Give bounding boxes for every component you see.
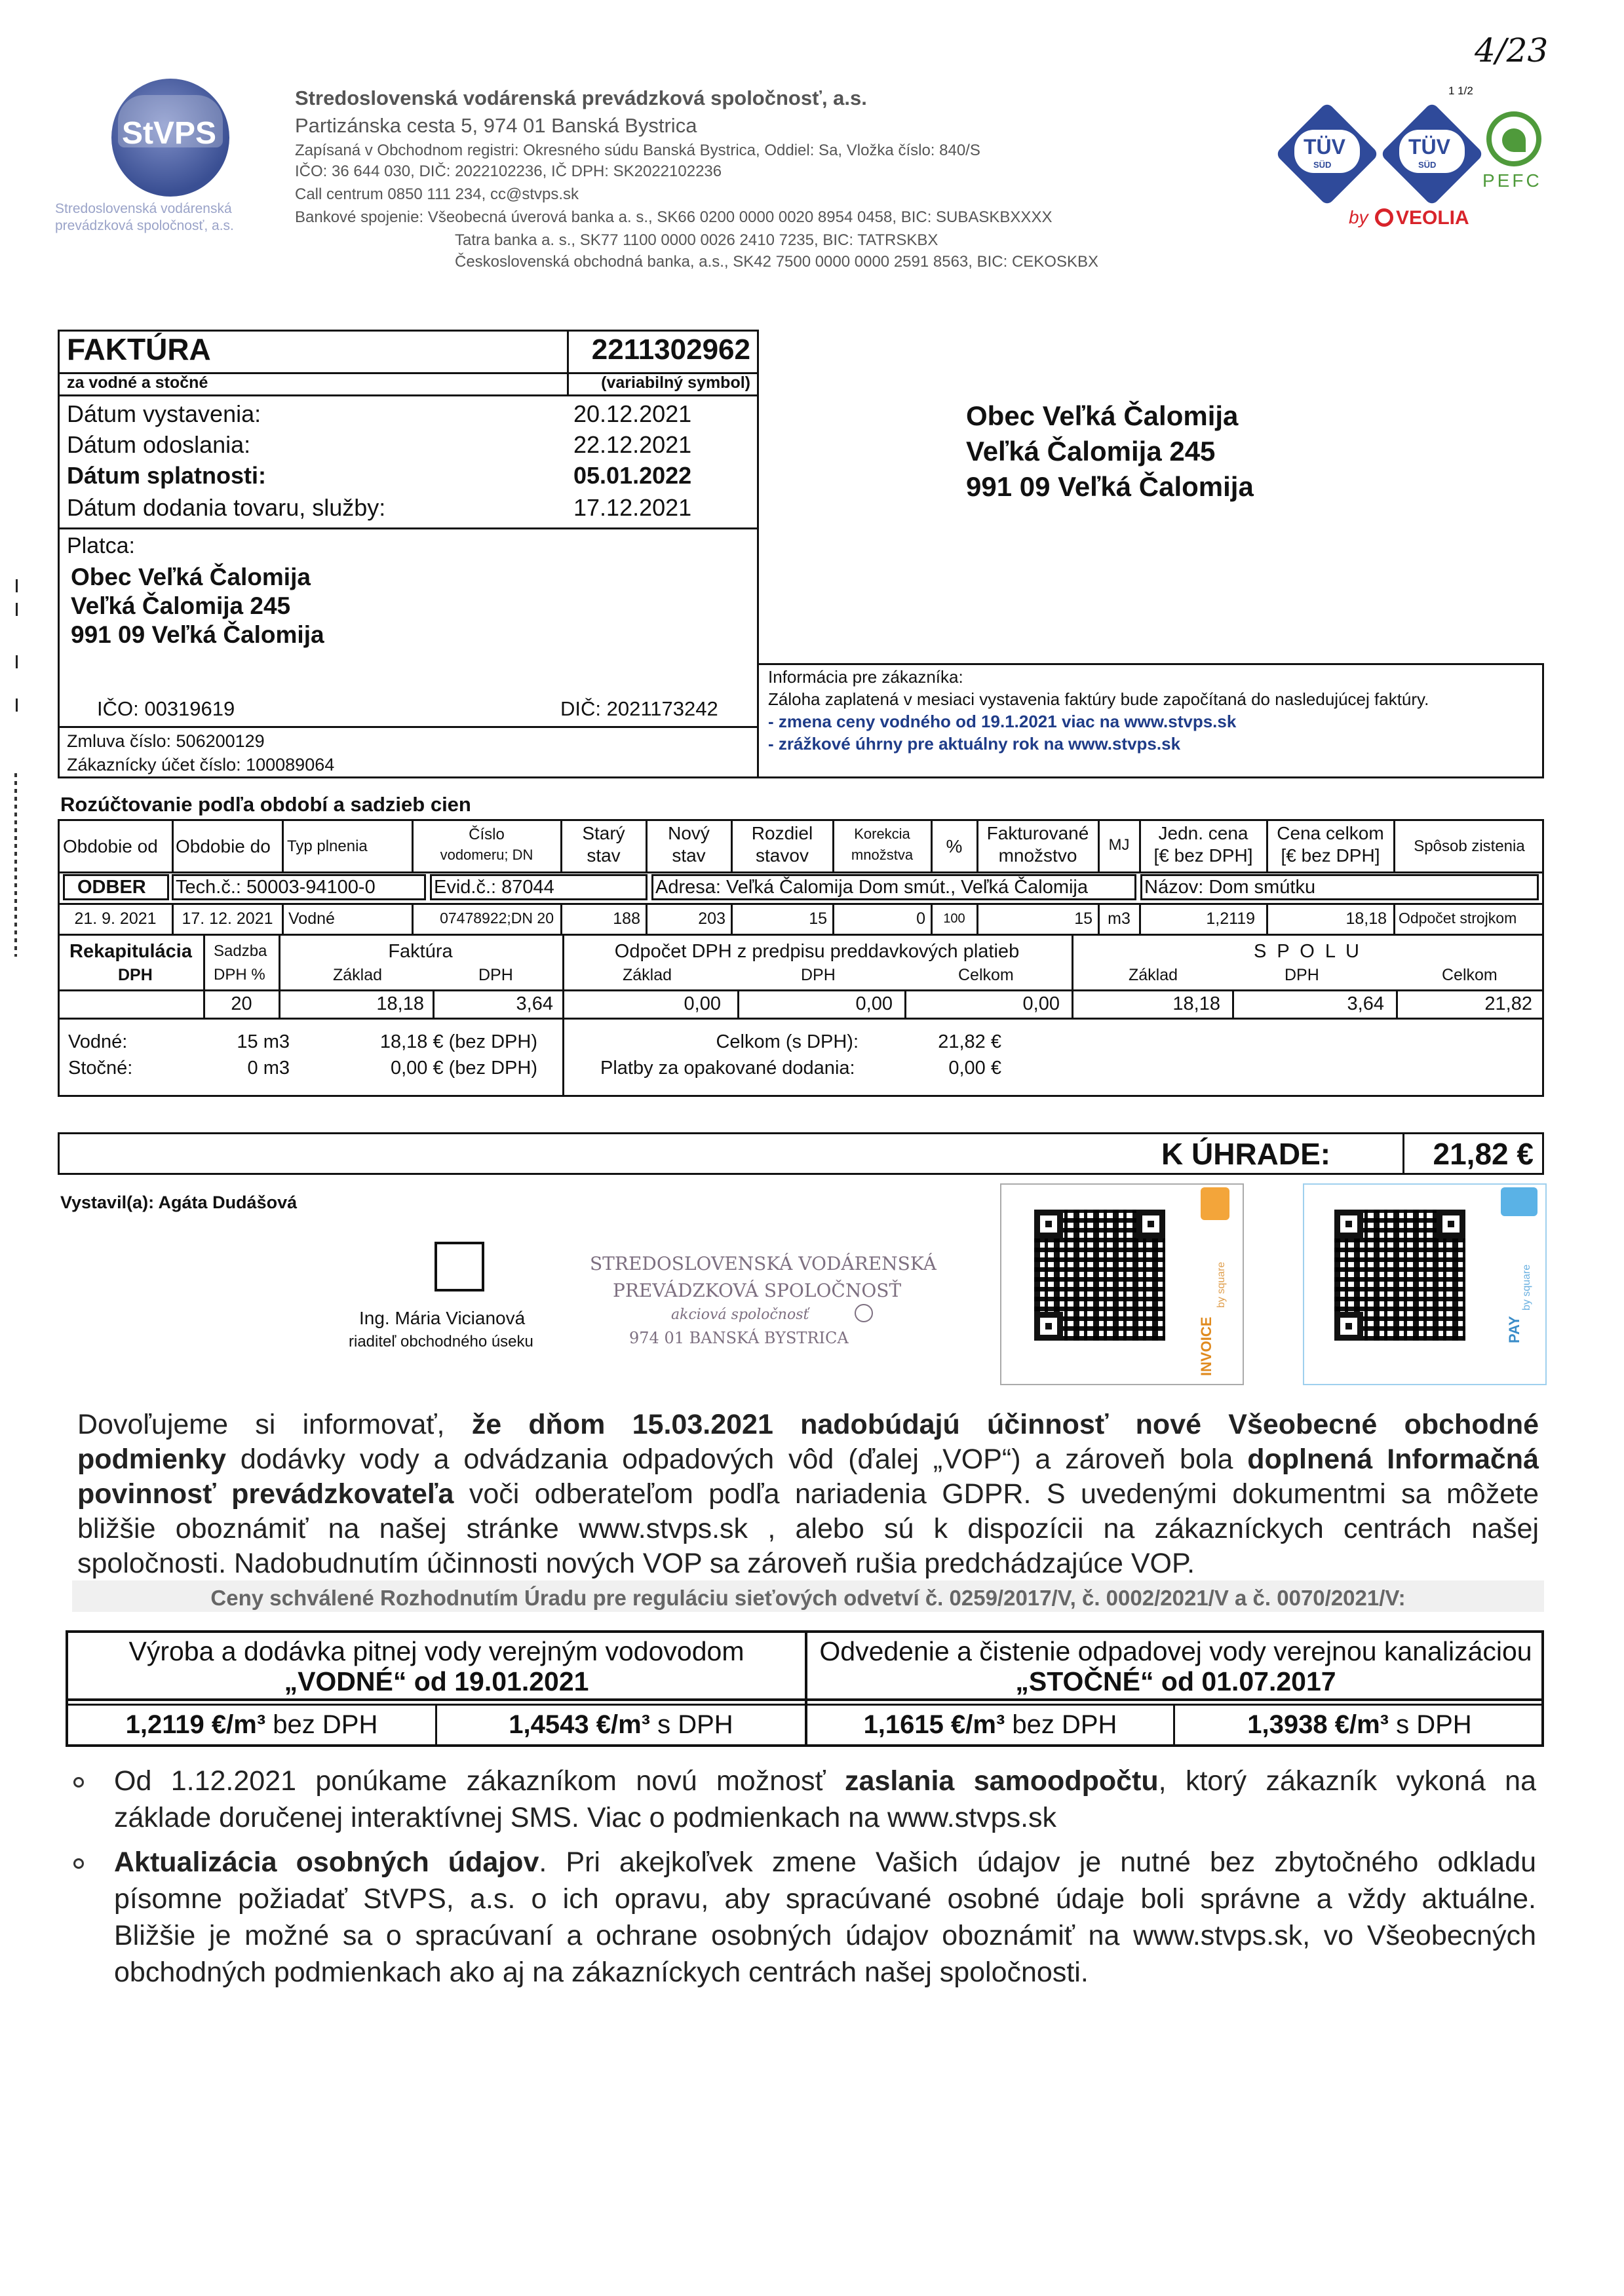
cell-unit: m3	[1108, 909, 1131, 928]
payment-card-icon	[1501, 1187, 1537, 1216]
date-label: Dátum odoslania:	[67, 431, 251, 458]
date-value: 22.12.2021	[573, 431, 692, 458]
recap-sum-vat: 3,64	[1347, 993, 1384, 1014]
bullet-icon	[73, 1858, 84, 1869]
recap-adv-base: 0,00	[684, 993, 721, 1014]
handwritten-note: 4/23	[1475, 31, 1549, 69]
page-number: 1 1/2	[1448, 85, 1473, 97]
date-label: Dátum vystavenia:	[67, 400, 261, 427]
company-registry: Zapísaná v Obchodnom registri: Okresného súdu Banská Bystrica, Oddiel: Sa, Vložka číslo: 840/S	[295, 142, 980, 159]
recipient-name: Obec Veľká Čalomija	[966, 400, 1239, 431]
payer-city: 991 09 Veľká Čalomija	[71, 621, 324, 648]
col-header: Číslo	[469, 826, 505, 843]
odber-label: ODBER	[77, 877, 146, 898]
cell-meter: 07478922;DN 20	[440, 909, 554, 927]
signature-box	[435, 1242, 484, 1292]
invoice-title: FAKTÚRA	[67, 332, 211, 366]
date-label: Dátum dodania tovaru, služby:	[67, 494, 386, 521]
cell-new: 203	[698, 909, 725, 928]
qr-invoice-label: INVOICE	[1198, 1316, 1214, 1376]
vodne-subtitle: „VODNÉ“ od 19.01.2021	[284, 1666, 589, 1696]
breakdown-title: Rozúčtovanie podľa období a sadzieb cien	[60, 793, 471, 816]
col-header: Korekcia	[854, 826, 910, 842]
margin-mark	[16, 603, 18, 616]
col-header: množstva	[851, 847, 914, 863]
price-cell: 1,1615 €/m³ bez DPH	[863, 1710, 1117, 1739]
signer-title: riaditeľ obchodného úseku	[349, 1333, 533, 1350]
qr-pay-label: PAY	[1506, 1316, 1522, 1343]
recap-base: 18,18	[376, 993, 424, 1014]
col-header: Jedn. cena	[1158, 823, 1248, 843]
col-header: Cena celkom	[1277, 823, 1384, 843]
customer-account: Zákaznícky účet číslo: 100089064	[67, 755, 335, 775]
col-header: množstvo	[998, 845, 1077, 866]
stocne-subtitle: „STOČNÉ“ od 01.07.2017	[1015, 1666, 1336, 1696]
payer-dic: DIČ: 2021173242	[560, 697, 718, 720]
cell-period-to: 17. 12. 2021	[182, 909, 273, 928]
recipient-city: 991 09 Veľká Čalomija	[966, 471, 1254, 502]
amount-due-label: K ÚHRADE:	[1161, 1137, 1331, 1171]
recap-vat: 3,64	[516, 993, 553, 1014]
cell-diff: 15	[809, 909, 827, 928]
company-bank-1: Bankové spojenie: Všeobecná úverová banka a. s., SK66 0200 0000 0020 8954 0458, BIC: SUBASKBXXXX	[295, 208, 1053, 226]
variable-symbol-note: (variabilný symbol)	[601, 373, 750, 392]
price-note: Ceny schválené Rozhodnutím Úradu pre reguláciu sieťových odvetví č. 0259/2017/V, č. 0002/2021/V a č. 0070/2021/V:	[210, 1586, 1406, 1610]
cell-billed: 15	[1074, 909, 1092, 928]
info-rainfall-link[interactable]: - zrážkové úhrny pre aktuálny rok na www.stvps.sk	[768, 734, 1181, 754]
evid-number: Evid.č.: 87044	[434, 877, 554, 898]
logo-subtitle: prevádzková spoločnosť, a.s.	[55, 218, 234, 233]
info-title: Informácia pre zákazníka:	[768, 667, 963, 687]
bullet-self-reading: Od 1.12.2021 ponúkame zákazníkom novú možnosť zaslania samoodpočtu, ktorý zákazník vykoná na základe doručenej interaktívnej SMS. Viac o podmienkach na www.stvps.sk	[114, 1765, 1536, 1833]
bullet-personal-data: Aktualizácia osobných údajov. Pri akejkoľvek zmene Vašich údajov je nutné bez zbytočného odkladu písomne požiadať StVPS, a.s. o ich opravu, aby spracúvané osobné údaje boli správne a vždy aktuálne. Bližšie je možné sa o spracúvaní a ochrane osobných údajov oboznámiť na www.stvps.sk, vo Všeobecných obchodných podmienkach ako aj na zákazníckych centrách našej spoločnosti.	[114, 1846, 1536, 1988]
col-header: [€ bez DPH]	[1281, 845, 1380, 866]
margin-mark	[16, 698, 18, 712]
logo-text: StVPS	[122, 116, 217, 151]
odber-name: Názov: Dom smútku	[1144, 877, 1316, 898]
col-header: Typ plnenia	[287, 837, 368, 855]
invoice-icon	[1201, 1187, 1229, 1220]
margin-mark	[16, 655, 18, 668]
company-bank-2: Tatra banka a. s., SK77 1100 0000 0026 2410 7235, BIC: TATRSKBX	[455, 231, 938, 249]
recap-sum-base: 18,18	[1172, 993, 1220, 1014]
company-call-center: Call centrum 0850 111 234, cc@stvps.sk	[295, 185, 579, 203]
contract-number: Zmluva číslo: 506200129	[67, 731, 265, 751]
notice-paragraph: Dovoľujeme si informovať, že dňom 15.03.2021 nadobúdajú účinnosť nové Všeobecné obchodné podmienky dodávky vody a odvádzania odpadových vôd (ďalej „VOP“) a zároveň bola doplnená Informačná povinnosť prevádzkovateľa voči odberateľom podľa nariadenia GDPR. S uvedenými dokumentmi sa môžete bližšie oboznámiť na našej stránke www.stvps.sk , alebo sú k dispozícii na zákazníckych centrách našej spoločnosti. Nadobudnutím účinnosti nových VOP sa zároveň rušia predchádzajúce VOP.	[77, 1409, 1539, 1579]
cell-type: Vodné	[288, 909, 335, 928]
tech-number: Tech.č.: 50003-94100-0	[176, 877, 376, 898]
issued-by: Vystavil(a): Agáta Dudášová	[60, 1193, 298, 1212]
signer-name: Ing. Mária Vicianová	[359, 1308, 526, 1328]
cell-unit-price: 1,2119	[1206, 909, 1255, 928]
col-header: Obdobie do	[176, 836, 271, 856]
payer-name: Obec Veľká Čalomija	[71, 564, 311, 590]
amount-due-value: 21,82 €	[1433, 1137, 1534, 1171]
col-header: %	[946, 836, 963, 856]
col-header: Rozdiel	[751, 823, 813, 843]
col-header: [€ bez DPH]	[1153, 845, 1253, 866]
invoice-subtitle: za vodné a stočné	[67, 373, 208, 392]
margin-mark	[16, 579, 18, 592]
payer-street: Veľká Čalomija 245	[71, 592, 291, 619]
invoice-number: 2211302962	[591, 334, 750, 366]
payer-label: Platca:	[67, 533, 135, 558]
col-header: stav	[587, 845, 621, 866]
date-value: 05.01.2022	[573, 462, 692, 489]
col-header: Obdobie od	[63, 836, 158, 856]
bullet-icon	[73, 1777, 84, 1788]
company-address: Partizánska cesta 5, 974 01 Banská Bystrica	[295, 114, 697, 137]
info-line: Záloha zaplatená v mesiaci vystavenia faktúry bude započítaná do nasledujúcej faktúry.	[768, 689, 1429, 709]
col-header: Starý	[582, 823, 625, 843]
payer-ico: IČO: 00319619	[97, 697, 235, 720]
col-header: MJ	[1108, 836, 1130, 854]
price-cell: 1,2119 €/m³ bez DPH	[125, 1710, 378, 1739]
price-cell: 1,4543 €/m³ s DPH	[509, 1710, 733, 1739]
odber-address: Adresa: Veľká Čalomija Dom smút., Veľká Čalomija	[655, 877, 1089, 898]
col-header: stav	[672, 845, 706, 866]
col-header: Fakturované	[986, 823, 1089, 843]
recap-adv-total: 0,00	[1022, 993, 1060, 1014]
cell-percent: 100	[943, 911, 965, 926]
cell-old: 188	[613, 909, 640, 928]
company-bank-3: Československá obchodná banka, a.s., SK42 7500 0000 0000 2591 8563, BIC: CEKOSKBX	[455, 253, 1098, 271]
cell-period-from: 21. 9. 2021	[74, 909, 157, 928]
stocne-title: Odvedenie a čistenie odpadovej vody verejnou kanalizáciou	[819, 1636, 1532, 1666]
recipient-street: Veľká Čalomija 245	[966, 436, 1216, 467]
col-header: stavov	[756, 845, 809, 866]
cell-correction: 0	[916, 909, 925, 928]
company-ids: IČO: 36 644 030, DIČ: 2022102236, IČ DPH: SK2022102236	[295, 163, 722, 180]
cell-method: Odpočet strojkom	[1399, 909, 1517, 927]
date-value: 20.12.2021	[573, 400, 692, 427]
price-cell: 1,3938 €/m³ s DPH	[1247, 1710, 1472, 1739]
date-label: Dátum splatnosti:	[67, 462, 267, 489]
col-header: Nový	[668, 823, 710, 843]
col-header: vodomeru; DN	[440, 847, 533, 863]
logo-subtitle: Stredoslovenská vodárenská	[55, 201, 232, 216]
col-header: Spôsob zistenia	[1414, 837, 1525, 855]
recap-rate: 20	[231, 993, 252, 1014]
company-name: Stredoslovenská vodárenská prevádzková spoločnosť, a.s.	[295, 86, 867, 109]
cell-total-price: 18,18	[1345, 909, 1387, 928]
recap-sum-total: 21,82	[1484, 993, 1532, 1014]
date-value: 17.12.2021	[573, 494, 692, 521]
recap-adv-vat: 0,00	[855, 993, 893, 1014]
info-water-price-link[interactable]: - zmena ceny vodného od 19.1.2021 viac na www.stvps.sk	[768, 712, 1237, 731]
margin-dots	[14, 773, 17, 957]
vodne-title: Výroba a dodávka pitnej vody verejným vodovodom	[128, 1636, 744, 1666]
